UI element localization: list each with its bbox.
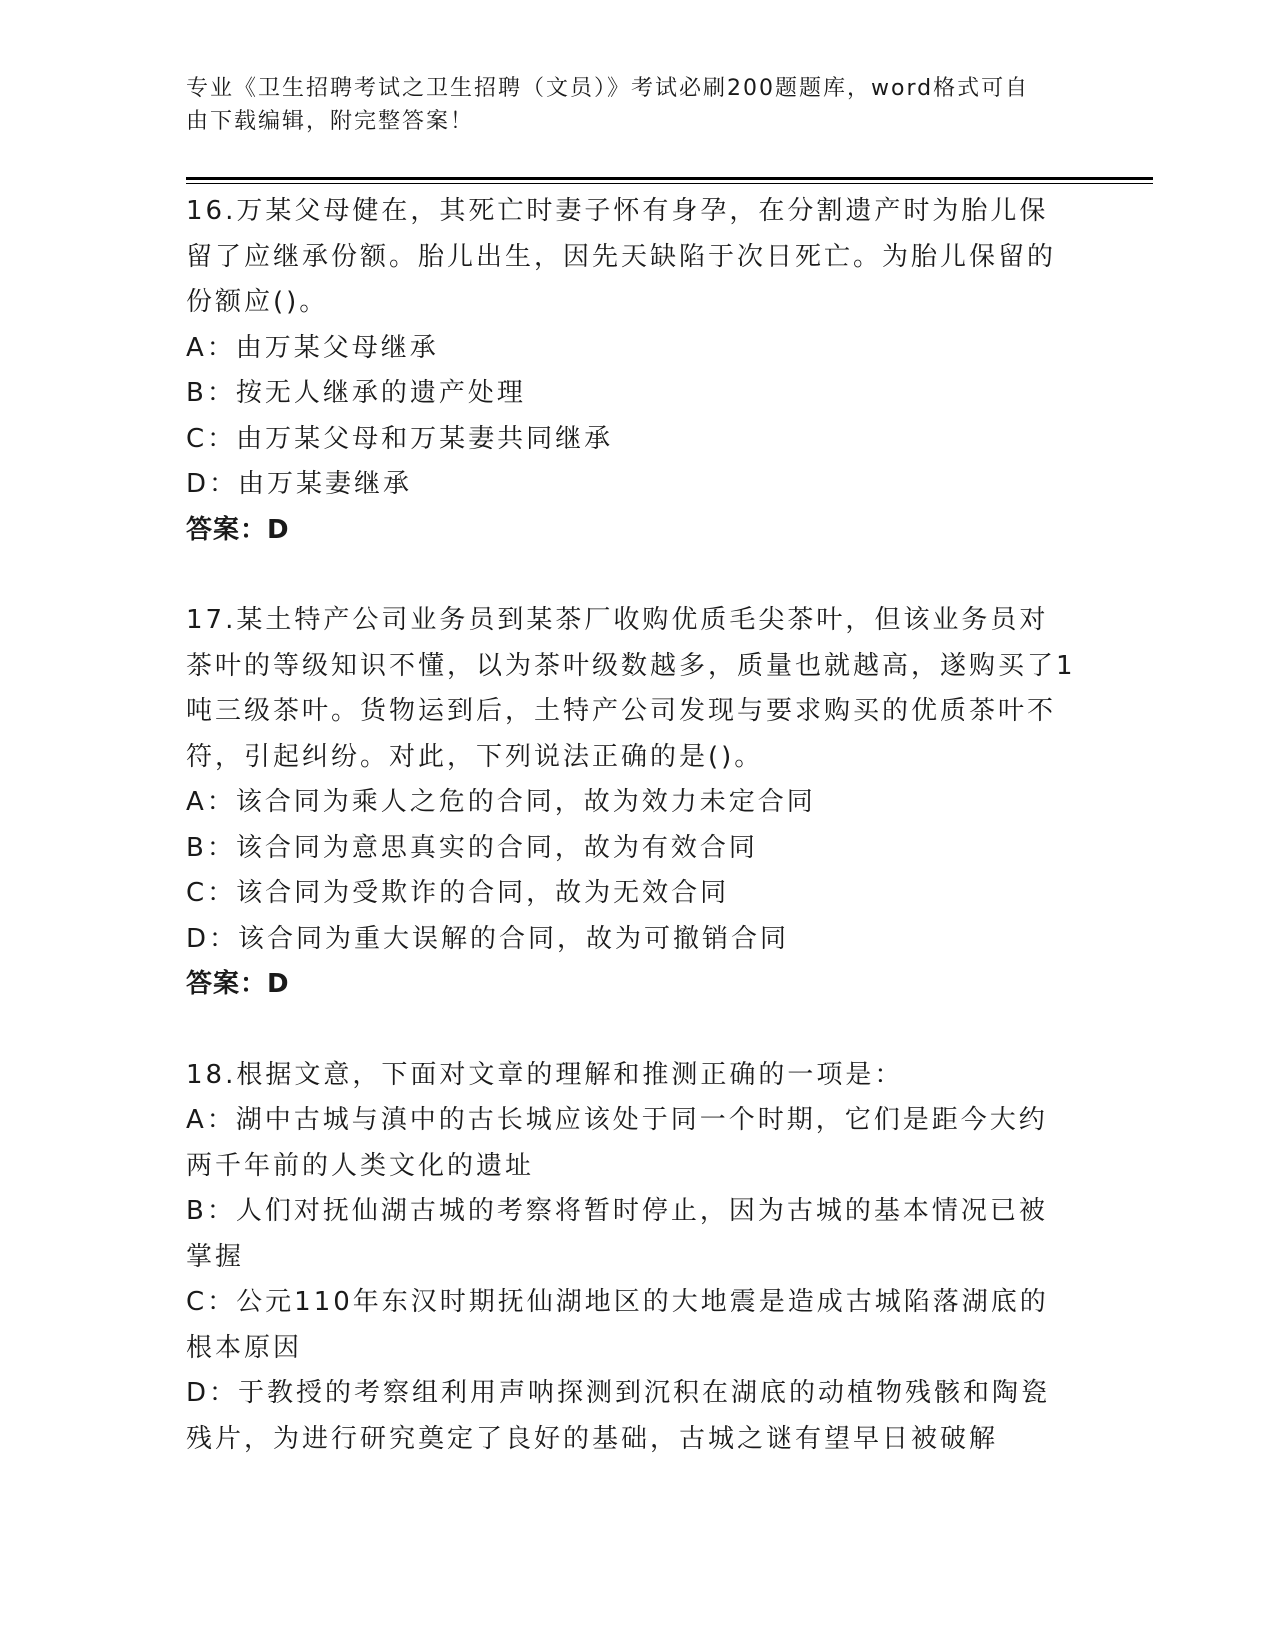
header-line-1: 专业《卫生招聘考试之卫生招聘（文员）》考试必刷200题题库，word格式可自 xyxy=(186,76,1030,101)
question-18 xyxy=(186,1053,1076,1463)
option-d: D：该合同为重大误解的合同，故为可撤销合同 xyxy=(186,923,790,954)
header-divider-thin xyxy=(186,183,1153,184)
header-line-2: 由下载编辑，附完整答案！ xyxy=(186,109,475,134)
option-a: A：由万某父母继承 xyxy=(186,332,439,363)
question-stem: 16.万某父母健在，其死亡时妻子怀有身孕，在分割遗产时为胎儿保留了应继承份额。胎儿出生，因先天缺陷于次日死亡。为胎儿保留的份额应()。 xyxy=(186,196,1057,317)
option-d: D：于教授的考察组利用声呐探测到沉积在湖底的动植物残骸和陶瓷残片，为进行研究奠定了良好的基础，古城之谜有望早日被破解 xyxy=(186,1378,1051,1454)
option-c: C：由万某父母和万某妻共同继承 xyxy=(186,423,614,454)
answer-line: 答案：D xyxy=(186,969,290,999)
document-header xyxy=(186,72,1066,138)
question-17 xyxy=(186,598,1076,1008)
question-list xyxy=(186,189,1076,1507)
option-b: B：该合同为意思真实的合同，故为有效合同 xyxy=(186,832,758,863)
option-c: C：该合同为受欺诈的合同，故为无效合同 xyxy=(186,878,730,908)
question-16 xyxy=(186,189,1076,553)
question-stem: 17.某土特产公司业务员到某茶厂收购优质毛尖茶叶，但该业务员对茶叶的等级知识不懂，以为茶叶级数越多，质量也就越高，遂购买了1吨三级茶叶。货物运到后，土特产公司发现与要求购买的优质茶叶不符，引起纠纷。对此，下列说法正确的是()。 xyxy=(186,605,1076,772)
option-d: D：由万某妻继承 xyxy=(186,469,413,499)
answer-line: 答案：D xyxy=(186,514,290,545)
header-divider-thick xyxy=(186,177,1153,180)
option-a: A：该合同为乘人之危的合同，故为效力未定合同 xyxy=(186,787,816,817)
option-a: A：湖中古城与滇中的古长城应该处于同一个时期，它们是距今大约两千年前的人类文化的遗址 xyxy=(186,1105,1048,1181)
option-c: C：公元110年东汉时期抚仙湖地区的大地震是造成古城陷落湖底的根本原因 xyxy=(186,1287,1049,1363)
option-b: B：按无人继承的遗产处理 xyxy=(186,378,526,408)
option-b: B：人们对抚仙湖古城的考察将暂时停止，因为古城的基本情况已被掌握 xyxy=(186,1196,1048,1272)
question-stem: 18.根据文意，下面对文章的理解和推测正确的一项是： xyxy=(186,1059,904,1090)
